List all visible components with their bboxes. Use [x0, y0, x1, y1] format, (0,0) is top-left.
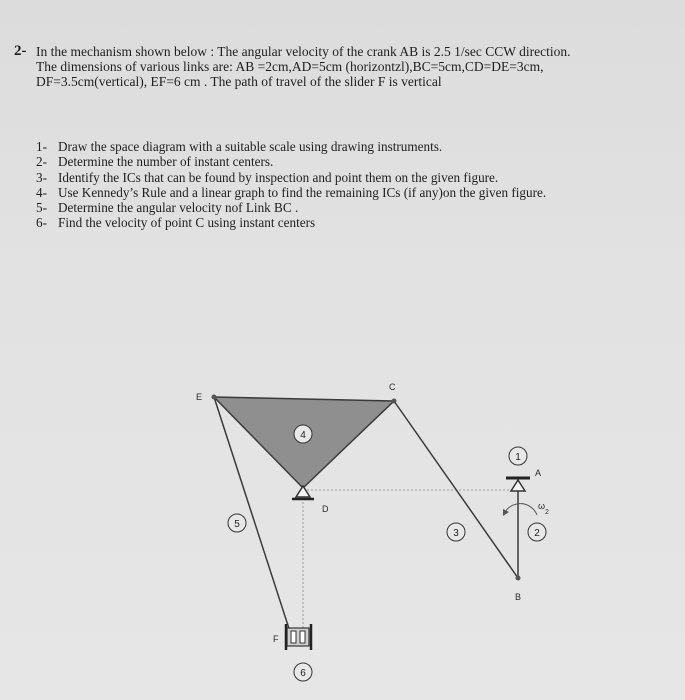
task-number: 1-	[36, 139, 47, 154]
point-label-A: A	[535, 468, 542, 478]
task-text: Identify the ICs that can be found by inspection and point them on the given figure.	[58, 169, 499, 185]
point-label-D: D	[322, 504, 329, 514]
svg-text:4: 4	[300, 430, 306, 441]
task-number: 5-	[36, 200, 47, 216]
omega-subscript: 2	[545, 509, 549, 516]
svg-text:3: 3	[453, 528, 459, 539]
task-number: 6-	[36, 215, 47, 231]
task-number: 4-	[36, 184, 47, 200]
task-text: Determine the angular velocity nof Link BC .	[58, 200, 299, 216]
link-number-1	[509, 447, 527, 465]
svg-text:1: 1	[515, 452, 521, 463]
link-number-6	[294, 663, 312, 681]
link-number-2	[528, 523, 546, 541]
omega-symbol: ω	[538, 501, 546, 511]
svg-text:6: 6	[300, 668, 306, 679]
task-text: Determine the number of instant centers.	[58, 154, 274, 170]
task-text: Find the velocity of point C using instant centers	[58, 215, 316, 231]
question-line: DF=3.5cm(vertical), EF=6 cm . The path of travel of the slider F is vertical	[36, 74, 442, 89]
question-line: In the mechanism shown below : The angular velocity of the crank AB is 2.5 1/sec CCW direction.	[36, 44, 571, 59]
link-number-4	[294, 425, 312, 443]
question-line: The dimensions of various links are: AB =2cm,AD=5cm (horizontzl),BC=5cm,CD=DE=3cm,	[36, 59, 544, 74]
omega-arrow	[505, 504, 537, 515]
link-number-5	[228, 514, 246, 532]
task-number: 2-	[36, 154, 47, 170]
ground-pivot-D	[292, 486, 314, 499]
omega-label	[538, 501, 549, 516]
task-number: 3-	[36, 169, 47, 185]
task-text: Use Kennedy’s Rule and a linear graph to find the remaining ICs (if any)on the given figure.	[58, 184, 547, 200]
ground-pivot-A	[506, 478, 530, 491]
svg-text:5: 5	[234, 519, 240, 530]
joint-B	[516, 576, 521, 581]
point-label-E: E	[196, 392, 203, 402]
point-label-C: C	[389, 382, 396, 392]
svg-text:2: 2	[534, 528, 540, 539]
link-number-3	[447, 523, 465, 541]
slider-F	[286, 624, 311, 650]
task-text: Draw the space diagram with a suitable scale using drawing instruments.	[58, 139, 443, 154]
point-label-F: F	[273, 634, 279, 644]
point-label-B: B	[515, 592, 522, 602]
joint-C	[392, 399, 397, 404]
joint-E	[212, 395, 217, 400]
question-number: 2-	[14, 43, 27, 59]
